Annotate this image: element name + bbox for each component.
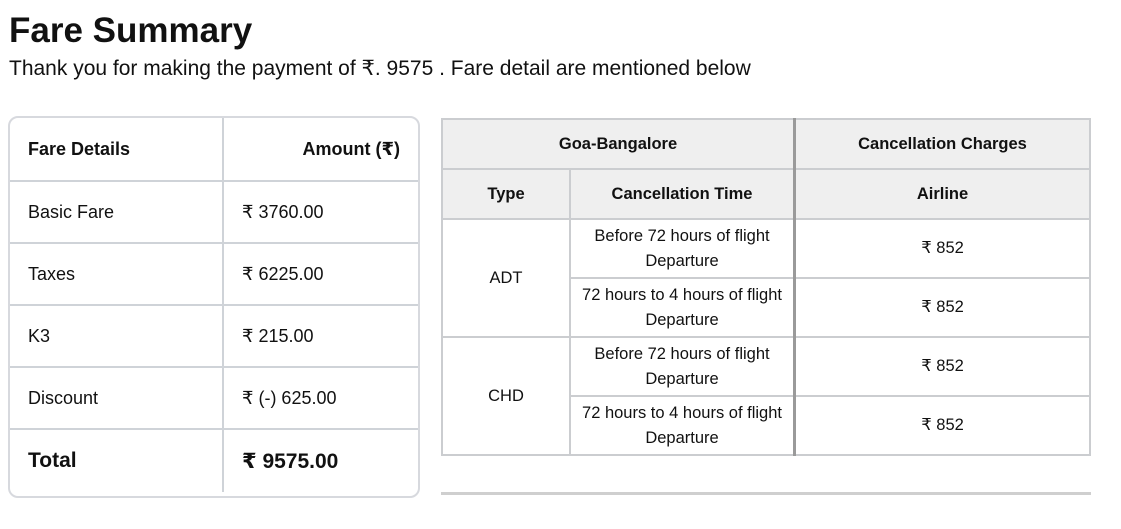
cancellation-time: 72 hours to 4 hours of flight Departure	[570, 278, 795, 337]
fare-amount: ₹ (-) 625.00	[223, 367, 418, 429]
fare-details-card	[8, 116, 420, 498]
airline-charge: ₹ 852	[795, 278, 1091, 337]
fare-label: Taxes	[10, 243, 223, 305]
fare-details-header: Fare Details	[10, 118, 223, 181]
passenger-type: ADT	[442, 219, 570, 337]
fare-details-table	[10, 118, 418, 492]
table-row	[442, 219, 1090, 278]
page-title: Fare Summary	[9, 11, 253, 50]
table-row	[10, 305, 418, 367]
table-row	[442, 337, 1090, 396]
divider	[441, 492, 1091, 495]
cancellation-charges-header: Cancellation Charges	[795, 119, 1091, 169]
amount-header: Amount (₹)	[223, 118, 418, 181]
cancellation-time-header: Cancellation Time	[570, 169, 795, 219]
payment-message: Thank you for making the payment of ₹. 9575 . Fare detail are mentioned below	[9, 57, 751, 80]
total-label: Total	[10, 429, 223, 492]
route-header: Goa-Bangalore	[442, 119, 795, 169]
passenger-type: CHD	[442, 337, 570, 455]
table-row	[10, 181, 418, 243]
fare-amount: ₹ 3760.00	[223, 181, 418, 243]
cancellation-time: Before 72 hours of flight Departure	[570, 337, 795, 396]
cancellation-table	[441, 118, 1091, 456]
type-header: Type	[442, 169, 570, 219]
fare-label: Basic Fare	[10, 181, 223, 243]
fare-amount: ₹ 215.00	[223, 305, 418, 367]
cancellation-time: 72 hours to 4 hours of flight Departure	[570, 396, 795, 455]
fare-label: Discount	[10, 367, 223, 429]
fare-header-row	[10, 118, 418, 181]
fare-label: K3	[10, 305, 223, 367]
cancellation-time: Before 72 hours of flight Departure	[570, 219, 795, 278]
fare-amount: ₹ 6225.00	[223, 243, 418, 305]
airline-charge: ₹ 852	[795, 337, 1091, 396]
airline-charge: ₹ 852	[795, 396, 1091, 455]
table-row	[10, 367, 418, 429]
cancel-header-row	[442, 119, 1090, 169]
cancel-subheader-row	[442, 169, 1090, 219]
table-row	[10, 243, 418, 305]
total-row	[10, 429, 418, 492]
airline-header: Airline	[795, 169, 1091, 219]
total-amount: ₹ 9575.00	[242, 449, 339, 473]
airline-charge: ₹ 852	[795, 219, 1091, 278]
